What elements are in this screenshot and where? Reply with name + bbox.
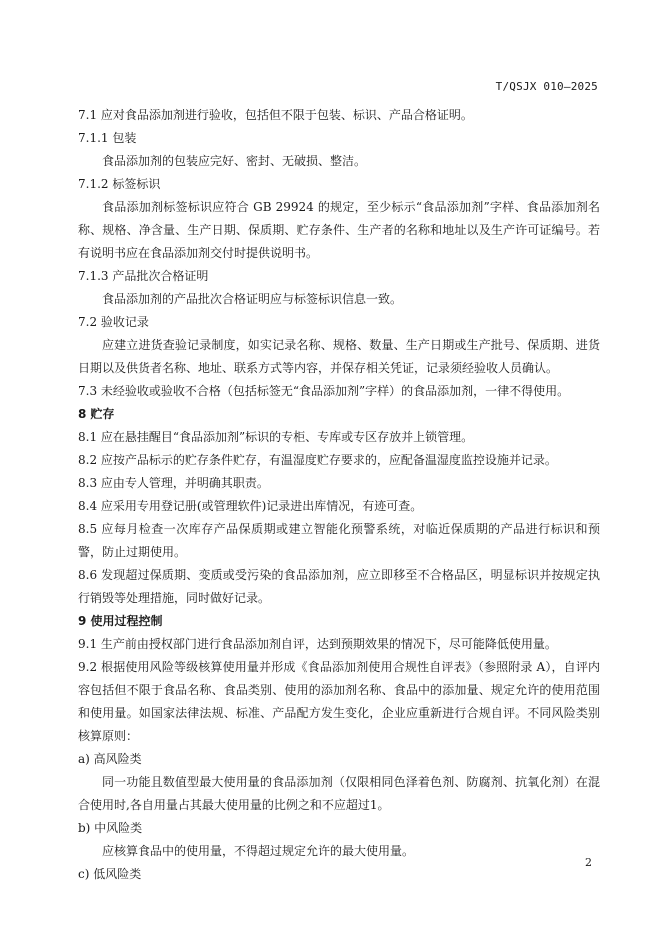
clause-8-6: 8.6 发现超过保质期、变质或受污染的食品添加剂，应立即移至不合格品区，明显标识并按规定执行销毁等处理措施，同时做好记录。 <box>78 568 600 605</box>
item-c-title: c) 低风险类 <box>78 867 142 881</box>
section-8-title: 8 贮存 <box>78 407 115 421</box>
clause-8-4: 8.4 应采用专用登记册(或管理软件)记录进出库情况，有迹可查。 <box>78 499 423 513</box>
section-9-title: 9 使用过程控制 <box>78 614 163 628</box>
clause-8-2: 8.2 应按产品标示的贮存条件贮存，有温湿度贮存要求的，应配备温湿度监控设施并记录。 <box>78 453 557 467</box>
clause-9-2: 9.2 根据使用风险等级核算使用量并形成《食品添加剂使用合规性自评表》（参照附录 A），自评内容包括但不限于食品名称、食品类别、使用的添加剂名称、食品中的添加量、规定允许的使用范围和使用量。如国家法律法规、标准、产品配方发生变化，企业应重新进行合规自评。不同风险类别核算原则： <box>78 660 600 743</box>
clause-7-2-title: 7.2 验收记录 <box>78 315 149 329</box>
clause-7-1: 7.1 应对食品添加剂进行验收，包括但不限于包装、标识、产品合格证明。 <box>78 108 473 122</box>
document-body <box>78 104 600 886</box>
clause-8-5: 8.5 应每月检查一次库存产品保质期或建立智能化预警系统，对临近保质期的产品进行标识和预警，防止过期使用。 <box>78 522 600 559</box>
clause-7-1-2-text: 食品添加剂标签标识应符合 GB 29924 的规定，至少标示“食品添加剂”字样、食品添加剂名称、规格、净含量、生产日期、保质期、贮存条件、生产者的名称和地址以及生产许可证编号。若有说明书应在食品添加剂交付时提供说明书。 <box>78 200 600 260</box>
clause-7-3: 7.3 未经验收或验收不合格（包括标签无“食品添加剂”字样）的食品添加剂，一律不得使用。 <box>78 384 570 398</box>
clause-7-1-2-title: 7.1.2 标签标识 <box>78 177 161 191</box>
clause-7-1-3-text: 食品添加剂的产品批次合格证明应与标签标识信息一致。 <box>102 292 403 306</box>
clause-7-1-3-title: 7.1.3 产品批次合格证明 <box>78 269 209 283</box>
document-code: T/QSJX 010—2025 <box>495 80 598 93</box>
clause-8-1: 8.1 应在悬挂醒目“食品添加剂”标识的专柜、专库或专区存放并上锁管理。 <box>78 430 474 444</box>
clause-7-1-1-title: 7.1.1 包装 <box>78 131 137 145</box>
item-b-title: b) 中风险类 <box>78 821 143 835</box>
item-a-text: 同一功能且数值型最大使用量的食品添加剂（仅限相同色泽着色剂、防腐剂、抗氧化剂）在混合使用时,各自用量占其最大使用量的比例之和不应超过1。 <box>78 775 600 812</box>
item-a-title: a) 高风险类 <box>78 752 142 766</box>
clause-7-1-1-text: 食品添加剂的包装应完好、密封、无破损、整洁。 <box>102 154 367 168</box>
page-number: 2 <box>585 856 592 869</box>
clause-7-2-text: 应建立进货查验记录制度，如实记录名称、规格、数量、生产日期或生产批号、保质期、进货日期以及供货者名称、地址、联系方式等内容，并保存相关凭证，记录须经验收人员确认。 <box>78 338 600 375</box>
clause-8-3: 8.3 应由专人管理，并明确其职责。 <box>78 476 269 490</box>
clause-9-1: 9.1 生产前由授权部门进行食品添加剂自评，达到预期效果的情况下，尽可能降低使用量。 <box>78 637 557 651</box>
item-b-text: 应核算食品中的使用量，不得超过规定允许的最大使用量。 <box>102 844 415 858</box>
